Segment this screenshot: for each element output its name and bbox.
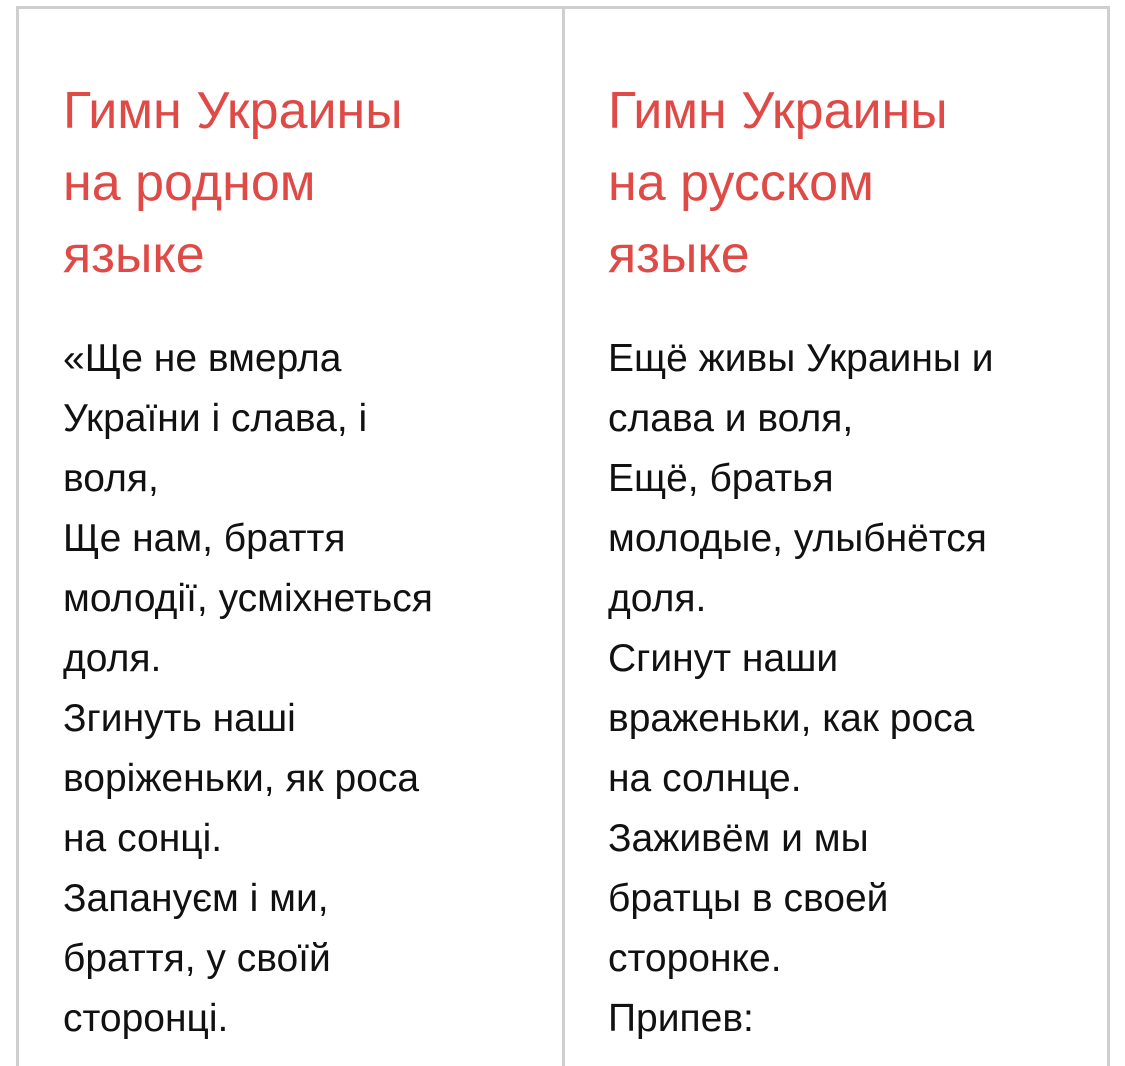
lyric-line: Ещё живы Украины и <box>608 337 994 380</box>
native-language-column <box>19 9 565 1066</box>
lyric-line: братцы в своей <box>608 877 889 920</box>
lyric-line: браття, у своїй <box>63 937 331 980</box>
russian-language-title: Гимн Украины на русском языке <box>608 82 948 284</box>
native-language-title: Гимн Украины на родном языке <box>63 82 403 284</box>
russian-language-lyrics <box>608 329 994 1049</box>
lyric-line: Ещё, братья <box>608 457 834 500</box>
lyric-line: молодые, улыбнётся <box>608 517 987 560</box>
lyric-line: воріженьки, як роса <box>63 757 420 800</box>
anthem-comparison-table <box>16 6 1110 1066</box>
lyric-line: Заживём и мы <box>608 817 869 860</box>
lyric-line: України і слава, і <box>63 397 368 440</box>
lyric-line: на сонці. <box>63 817 223 860</box>
lyric-line: доля. <box>608 577 707 620</box>
lyric-line: доля. <box>63 637 162 680</box>
lyric-line: Сгинут наши <box>608 637 839 680</box>
lyric-line: сторонці. <box>63 997 229 1040</box>
russian-language-column <box>565 9 1107 1066</box>
lyric-line: слава и воля, <box>608 397 854 440</box>
lyric-line: воля, <box>63 457 159 500</box>
lyric-line: на солнце. <box>608 757 802 800</box>
lyric-line: Ще нам, браття <box>63 517 346 560</box>
lyric-line: враженьки, как роса <box>608 697 975 740</box>
lyric-line: сторонке. <box>608 937 782 980</box>
lyric-line: Запануєм і ми, <box>63 877 329 920</box>
lyric-line: «Ще не вмерла <box>63 337 342 380</box>
lyric-line: Припев: <box>608 997 754 1040</box>
lyric-line: Згинуть наші <box>63 697 296 740</box>
native-language-lyrics <box>63 329 433 1049</box>
lyric-line: молодії, усміхнеться <box>63 577 433 620</box>
